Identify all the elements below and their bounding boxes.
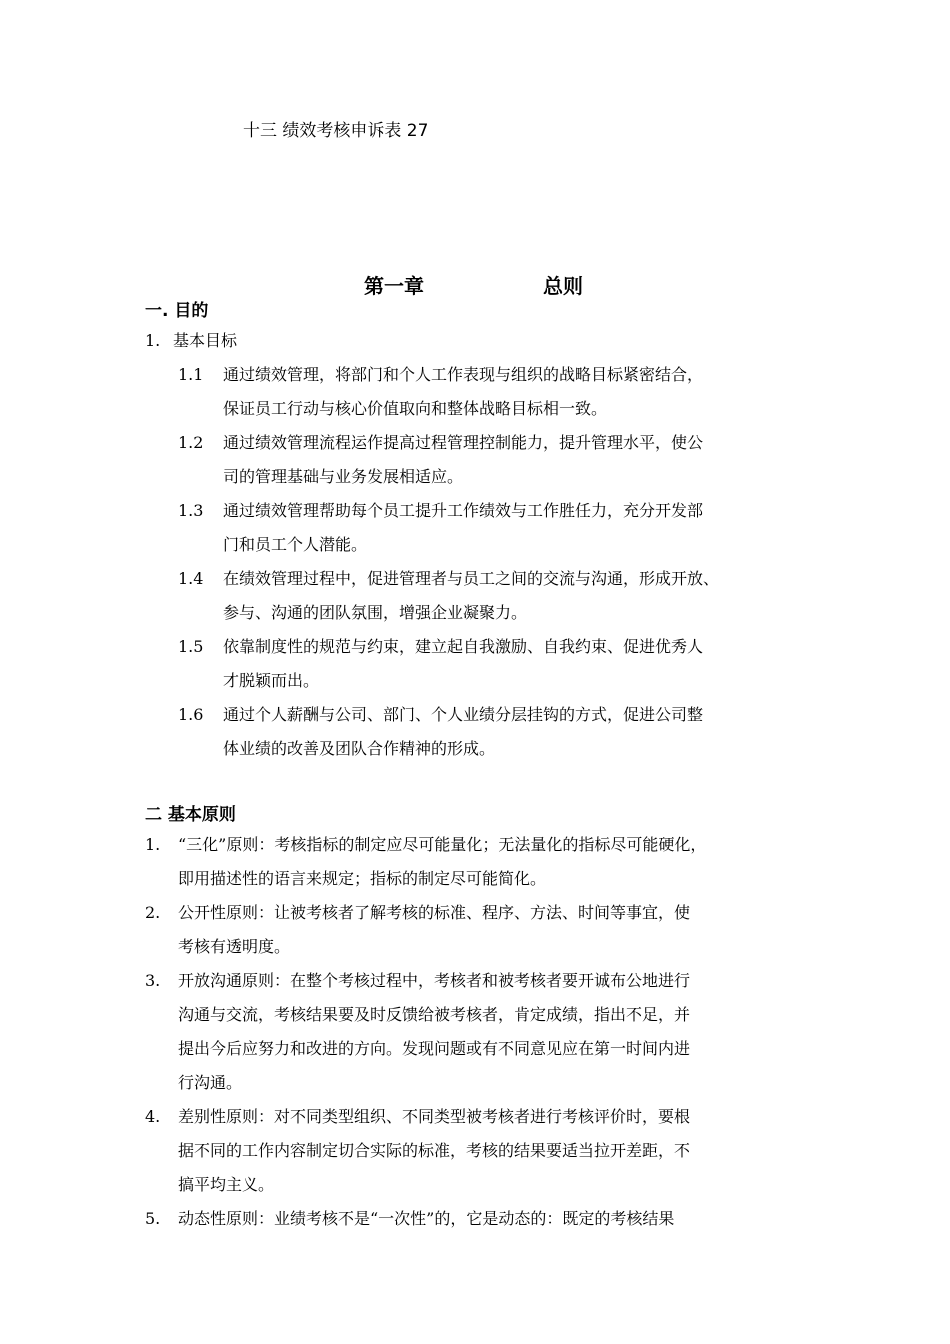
principle-text-line: 即用描述性的语言来规定；指标的制定尽可能简化。 xyxy=(178,869,547,888)
chapter-number: 第一章 xyxy=(364,274,424,298)
subitem-text-line: 保证员工行动与核心价值取向和整体战略目标相一致。 xyxy=(223,399,608,418)
subitem-text-line: 门和员工个人潜能。 xyxy=(223,535,368,554)
principle-text-line: “三化”原则：考核指标的制定应尽可能量化；无法量化的指标尽可能硬化， xyxy=(178,835,707,854)
list-item-number: 1. xyxy=(145,331,161,350)
subitem-text-line: 依靠制度性的规范与约束，建立起自我激励、自我约束、促进优秀人 xyxy=(223,637,704,656)
subitem-text-line: 通过绩效管理流程运作提高过程管理控制能力，提升管理水平，使公 xyxy=(223,433,704,452)
subitem-text-line: 通过绩效管理帮助每个员工提升工作绩效与工作胜任力，充分开发部 xyxy=(223,501,704,520)
principle-text-line: 考核有透明度。 xyxy=(178,937,291,956)
section-heading-purpose: 一. 目的 xyxy=(145,301,209,321)
toc-entry: 十三 绩效考核申诉表 27 xyxy=(243,121,429,141)
principle-number: 1. xyxy=(145,835,161,854)
list-item-label: 基本目标 xyxy=(173,331,238,350)
principle-text-line: 据不同的工作内容制定切合实际的标准，考核的结果要适当拉开差距，不 xyxy=(178,1141,691,1160)
principle-number: 3. xyxy=(145,971,161,990)
subitem-number: 1.1 xyxy=(178,365,204,384)
principle-number: 5. xyxy=(145,1209,161,1228)
principle-text-line: 提出今后应努力和改进的方向。发现问题或有不同意见应在第一时间内进 xyxy=(178,1039,691,1058)
subitem-text-line: 通过绩效管理，将部门和个人工作表现与组织的战略目标紧密结合， xyxy=(223,365,704,384)
principle-text-line: 公开性原则：让被考核者了解考核的标准、程序、方法、时间等事宜，使 xyxy=(178,903,691,922)
principle-text-line: 行沟通。 xyxy=(178,1073,243,1092)
subitem-number: 1.2 xyxy=(178,433,204,452)
principle-text-line: 沟通与交流，考核结果要及时反馈给被考核者，肯定成绩，指出不足，并 xyxy=(178,1005,691,1024)
subitem-text-line: 在绩效管理过程中，促进管理者与员工之间的交流与沟通，形成开放、 xyxy=(223,569,720,588)
chapter-name: 总则 xyxy=(543,274,583,298)
principle-number: 4. xyxy=(145,1107,161,1126)
principle-text-line: 动态性原则：业绩考核不是“一次性”的，它是动态的：既定的考核结果 xyxy=(178,1209,675,1228)
section-heading-principles: 二 基本原则 xyxy=(145,805,236,825)
subitem-number: 1.3 xyxy=(178,501,204,520)
subitem-text-line: 通过个人薪酬与公司、部门、个人业绩分层挂钩的方式，促进公司整 xyxy=(223,705,704,724)
principle-text-line: 差别性原则：对不同类型组织、不同类型被考核者进行考核评价时，要根 xyxy=(178,1107,691,1126)
subitem-number: 1.5 xyxy=(178,637,204,656)
principle-number: 2. xyxy=(145,903,161,922)
subitem-text-line: 司的管理基础与业务发展相适应。 xyxy=(223,467,464,486)
subitem-number: 1.4 xyxy=(178,569,204,588)
subitem-text-line: 体业绩的改善及团队合作精神的形成。 xyxy=(223,739,496,758)
subitem-number: 1.6 xyxy=(178,705,204,724)
principle-text-line: 开放沟通原则：在整个考核过程中，考核者和被考核者要开诚布公地进行 xyxy=(178,971,691,990)
principle-text-line: 搞平均主义。 xyxy=(178,1175,275,1194)
subitem-text-line: 才脱颖而出。 xyxy=(223,671,320,690)
subitem-text-line: 参与、沟通的团队氛围，增强企业凝聚力。 xyxy=(223,603,528,622)
